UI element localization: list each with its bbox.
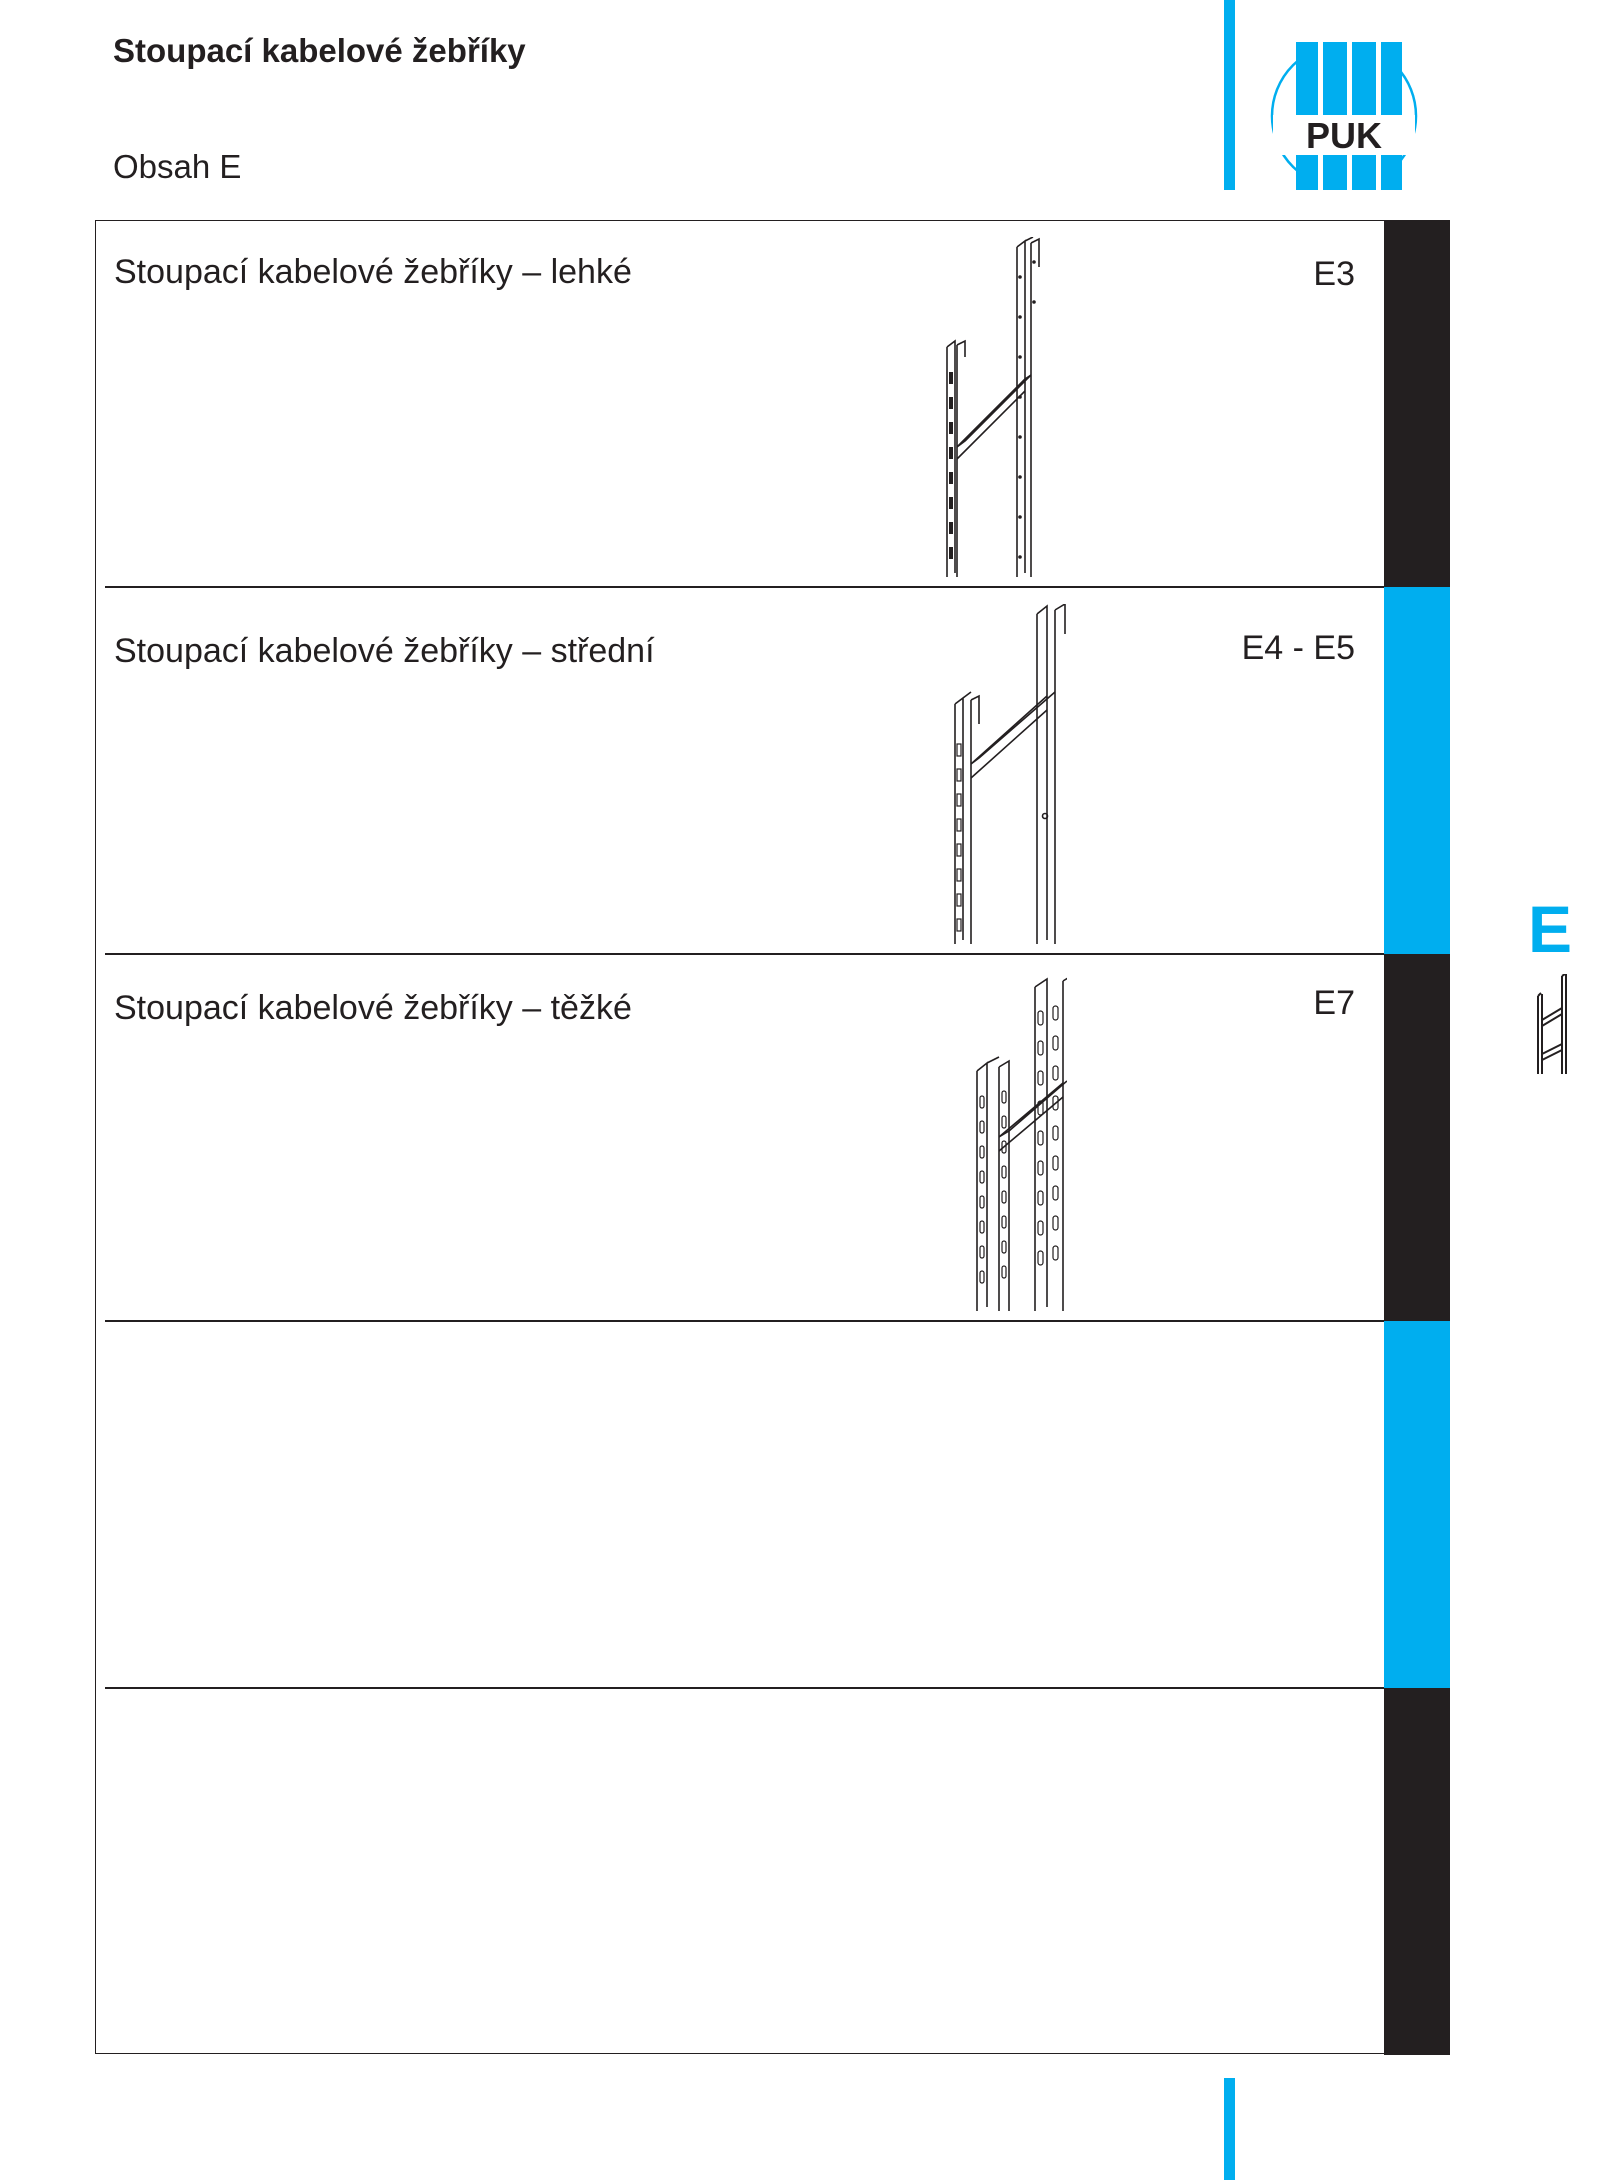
puk-logo xyxy=(1268,40,1420,192)
section-letter: E xyxy=(1528,892,1573,966)
cable-ladder-icon xyxy=(1532,974,1570,1074)
section-tab-black xyxy=(1384,1688,1450,2055)
toc-row-empty xyxy=(105,1688,1385,2055)
row-page-number[interactable]: E4 - E5 xyxy=(1241,629,1355,667)
page-title: Stoupací kabelové žebříky xyxy=(113,32,526,69)
row-page-number[interactable]: E7 xyxy=(1313,984,1355,1022)
bottom-blue-rule xyxy=(1224,2078,1235,2180)
section-tab-blue xyxy=(1384,1321,1450,1688)
row-label: Stoupací kabelové žebříky – střední xyxy=(114,632,655,670)
heavy-cable-ladder-icon xyxy=(827,971,1067,1311)
toc-row-light[interactable] xyxy=(105,220,1385,587)
row-label: Stoupací kabelové žebříky – těžké xyxy=(114,989,632,1027)
toc-row-empty xyxy=(105,1321,1385,1688)
logo-text: PUK xyxy=(1305,115,1383,156)
medium-cable-ladder-icon xyxy=(827,604,1067,944)
section-tab-black xyxy=(1384,954,1450,1321)
toc-row-medium[interactable] xyxy=(105,587,1385,954)
top-blue-rule xyxy=(1224,0,1235,190)
toc-row-heavy[interactable] xyxy=(105,954,1385,1321)
section-tab-black xyxy=(1384,220,1450,587)
section-tab-blue xyxy=(1384,587,1450,954)
row-label: Stoupací kabelové žebříky – lehké xyxy=(114,253,632,291)
row-page-number[interactable]: E3 xyxy=(1313,255,1355,293)
page-subtitle: Obsah E xyxy=(113,148,242,185)
light-cable-ladder-icon xyxy=(827,237,1067,577)
